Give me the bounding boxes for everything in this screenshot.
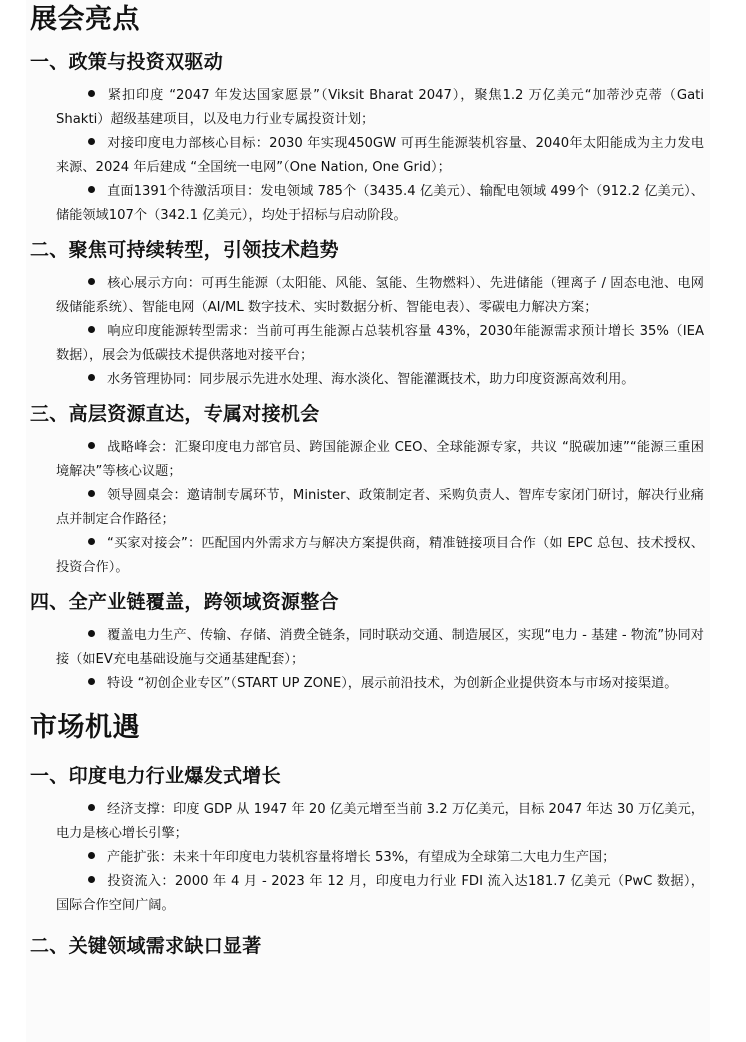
list-high-level-resources [26,436,710,580]
heading-full-industry-chain: 四、全产业链覆盖，跨领域资源整合 [30,591,339,613]
list-item: 响应印度能源转型需求：当前可再生能源占总装机容量 43%，2030年能源需求预计增长 35%（IEA 数据），展会为低碳技术提供落地对接平台； [56,324,704,363]
bullet-icon [88,852,95,859]
document-page [26,0,710,1042]
list-full-industry-chain [26,624,710,696]
list-item: 产能扩张：未来十年印度电力装机容量将增长 53%，有望成为全球第二大电力生产国； [24,846,710,870]
list-item: 投资流入：2000 年 4 月 - 2023 年 12 月，印度电力行业 FDI 流入达181.7 亿美元（PwC 数据），国际合作空间广阔。 [56,874,704,913]
bullet-icon [88,678,95,685]
bullet-icon [88,186,95,193]
list-item: 经济支撑：印度 GDP 从 1947 年 20 亿美元增至当前 3.2 万亿美元，目标 2047 年达 30 万亿美元，电力是核心增长引擎； [56,802,704,841]
section-title-highlights: 展会亮点 [30,4,140,35]
bullet-icon [88,876,95,883]
heading-demand-gap: 二、关键领域需求缺口显著 [30,935,262,957]
list-item: 核心展示方向：可再生能源（太阳能、风能、氢能、生物燃料）、先进储能（锂离子 / 固态电池、电网级储能系统）、智能电网（AI/ML 数字技术、实时数据分析、智能电表）、零碳电力解决方案； [56,276,704,315]
list-item: 水务管理协同：同步展示先进水处理、海水淡化、智能灌溉技术，助力印度资源高效利用。 [24,368,710,392]
bullet-icon [88,442,95,449]
list-item: 紧扣印度 “2047 年发达国家愿景”（Viksit Bharat 2047），聚焦1.2 万亿美元“加蒂沙克蒂（Gati Shakti）超级基建项目，以及电力行业专属投资计划； [56,88,704,127]
bullet-icon [88,90,95,97]
bullet-icon [88,278,95,285]
heading-power-growth: 一、印度电力行业爆发式增长 [30,765,281,787]
list-item: 战略峰会：汇聚印度电力部官员、跨国能源企业 CEO、全球能源专家，共议 “脱碳加速”“能源三重困境解决”等核心议题； [56,440,704,479]
heading-sustainability: 二、聚焦可持续转型，引领技术趋势 [30,239,339,261]
bullet-icon [88,630,95,637]
bullet-icon [88,326,95,333]
bullet-icon [88,538,95,545]
list-power-growth [26,798,710,918]
list-item: “买家对接会”：匹配国内外需求方与解决方案提供商，精准链接项目合作（如 EPC 总包、技术授权、投资合作）。 [56,536,704,575]
heading-policy-investment: 一、政策与投资双驱动 [30,51,224,73]
bullet-icon [88,490,95,497]
bullet-icon [88,804,95,811]
list-item: 特设 “初创企业专区”（START UP ZONE），展示前沿技术，为创新企业提供资本与市场对接渠道。 [24,672,710,696]
heading-high-level-resources: 三、高层资源直达，专属对接机会 [30,403,320,425]
bullet-icon [88,138,95,145]
list-policy-investment [26,84,710,228]
section-title-market-opportunity: 市场机遇 [30,712,140,743]
bullet-icon [88,374,95,381]
list-item: 覆盖电力生产、传输、存储、消费全链条，同时联动交通、制造展区，实现“电力 - 基建 - 物流”协同对接（如EV充电基础设施与交通基建配套）； [56,628,704,667]
list-item: 对接印度电力部核心目标：2030 年实现450GW 可再生能源装机容量、2040年太阳能成为主力发电来源、2024 年后建成 “全国统一电网”（One Nation, One Grid）； [56,136,704,175]
list-sustainability [26,272,710,392]
list-item: 领导圆桌会：邀请制专属环节，Minister、政策制定者、采购负责人、智库专家闭门研讨，解决行业痛点并制定合作路径； [56,488,704,527]
list-item: 直面1391个待激活项目：发电领域 785个（3435.4 亿美元）、输配电领域 499个（912.2 亿美元）、储能领域107个（342.1 亿美元），均处于招标与启动阶段。 [56,184,704,223]
